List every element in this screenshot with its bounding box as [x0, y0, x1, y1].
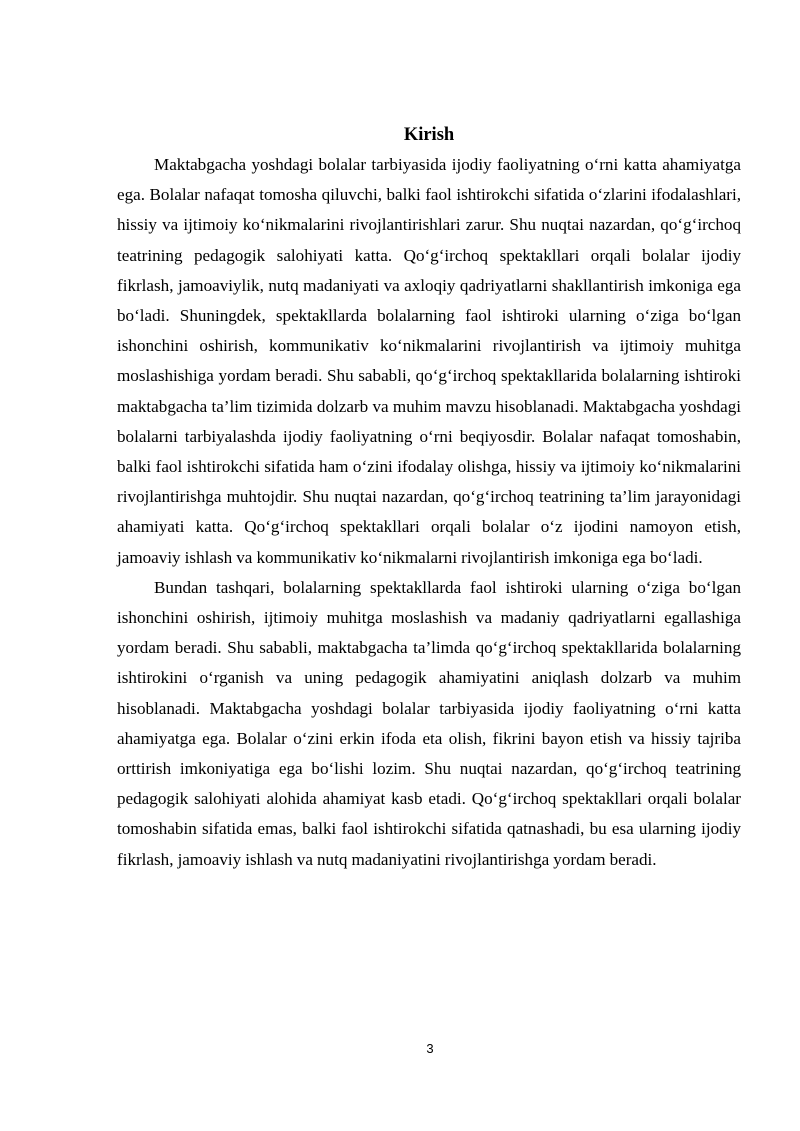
paragraph: Maktabgacha yoshdagi bolalar tarbiyasida ijodiy faoliyatning o‘rni katta ahamiyatga ega. Bolalar nafaqat tomosha qiluvchi, balki faol ishtirokchi sifatida o‘zlarini ifodalashlari, hissiy va ijtimoiy ko‘nikmalarini rivojlantirishlari zarur. Shu nuqtai nazardan, qo‘g‘irchoq teatrining pedagogik salohiyati katta. Qo‘g‘irchoq spektakllari orqali bolalar ijodiy fikrlash, jamoaviylik, nutq madaniyati va axloqiy qadriyatlarni shakllantirish imkoniga ega bo‘ladi. Shuningdek, spektakllarda bolalarning faol ishtiroki ularning o‘ziga bo‘lgan ishonchini oshirish, kommunikativ ko‘nikmalarini rivojlantirish va ijtimoiy muhitga moslashishiga yordam beradi. Shu sababli, qo‘g‘irchoq spektakllarida bolalarning ishtiroki maktabgacha ta’lim tizimida dolzarb va muhim mavzu hisoblanadi. Maktabgacha yoshdagi bolalarni tarbiyalashda ijodiy faoliyatning o‘rni beqiyosdir. Bolalar nafaqat tomoshabin, balki faol ishtirokchi sifatida ham o‘zini ifodalay olishga, hissiy va ijtimoiy ko‘nikmalarini rivojlantirishga muhtojdir. Shu nuqtai nazardan, qo‘g‘irchoq teatrining ta’lim jarayonidagi ahamiyati katta. Qo‘g‘irchoq spektakllari orqali bolalar o‘z ijodini namoyon etish, jamoaviy ishlash va kommunikativ ko‘nikmalarni rivojlantirish imkoniga ega bo‘ladi. [117, 155, 741, 567]
section-title: Kirish [403, 125, 455, 145]
document-body [117, 120, 741, 875]
paragraph: Bundan tashqari, bolalarning spektakllarda faol ishtiroki ularning o‘ziga bo‘lgan ishonchini oshirish, ijtimoiy muhitga moslashish va madaniy qadriyatlarni egallashiga yordam beradi. Shu sababli, maktabgacha ta’limda qo‘g‘irchoq spektakllarida bolalarning ishtirokini o‘rganish va uning pedagogik ahamiyatini aniqlash dolzarb va muhim hisoblanadi. Maktabgacha yoshdagi bolalar tarbiyasida ijodiy faoliyatning o‘rni katta ahamiyatga ega. Bolalar o‘zini erkin ifoda eta olish, fikrini bayon etish va hissiy tajriba orttirish imkoniyatiga ega bo‘lishi lozim. Shu nuqtai nazardan, qo‘g‘irchoq teatrining pedagogik salohiyati alohida ahamiyat kasb etadi. Qo‘g‘irchoq spektakllari orqali bolalar tomoshabin sifatida emas, balki faol ishtirokchi sifatida qatnashadi, bu esa ularning ijodiy fikrlash, jamoaviy ishlash va nutq madaniyatini rivojlantirishga yordam beradi. [117, 577, 741, 869]
page-number: 3 [426, 1041, 434, 1056]
